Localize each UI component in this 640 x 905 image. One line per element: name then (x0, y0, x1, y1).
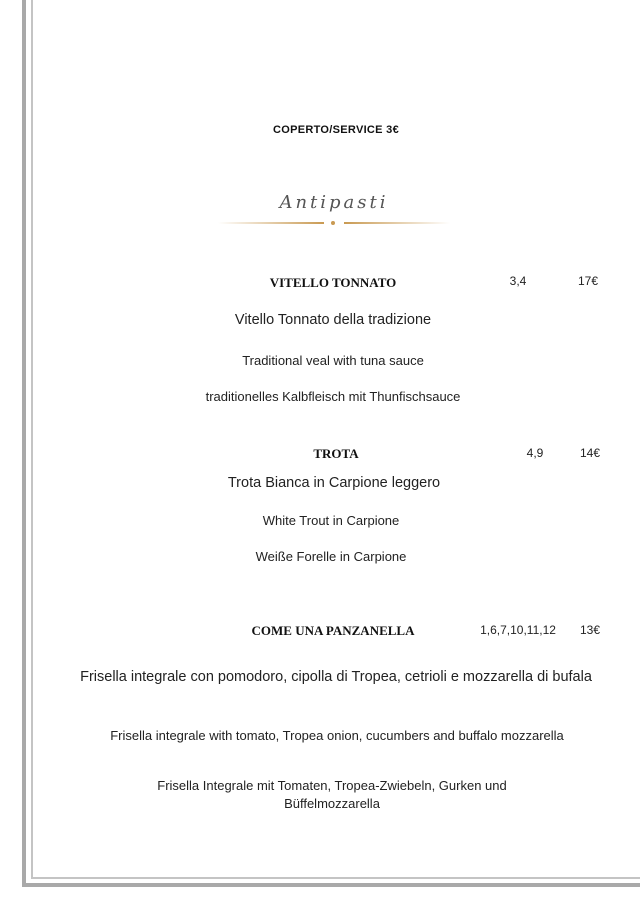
dish-allergens: 4,9 (526, 446, 544, 460)
dish-description-german: Weiße Forelle in Carpione (255, 549, 407, 564)
dish-allergens: 3,4 (509, 274, 527, 288)
section-title-antipasti: Antipasti (279, 192, 389, 213)
dish-name: COME UNA PANZANELLA (251, 623, 415, 638)
dish-description-english: White Trout in Carpione (262, 513, 400, 528)
dish-description-english: Traditional veal with tuna sauce (242, 353, 424, 368)
dish-price: 13€ (579, 623, 601, 637)
section-divider-ornament (331, 221, 335, 225)
dish-name: TROTA (313, 446, 359, 461)
dish-allergens: 1,6,7,10,11,12 (480, 623, 556, 637)
dish-description-italian: Frisella integrale con pomodoro, cipolla di Tropea, cetrioli e mozzarella di bufala (80, 669, 592, 685)
dish-description-english: Frisella integrale with tomato, Tropea onion, cucumbers and buffalo mozzarella (110, 728, 564, 743)
dish-description-italian: Trota Bianca in Carpione leggero (227, 475, 441, 491)
dish-description-german: traditionelles Kalbfleisch mit Thunfischsauce (205, 389, 461, 404)
dish-name: VITELLO TONNATO (269, 275, 397, 290)
coperto-service-charge: COPERTO/SERVICE 3€ (272, 124, 400, 136)
section-divider-left (218, 222, 324, 224)
dish-description-italian: Vitello Tonnato della tradizione (234, 312, 432, 328)
dish-price: 14€ (579, 446, 601, 460)
dish-price: 17€ (577, 274, 599, 288)
section-divider-right (344, 222, 450, 224)
dish-description-german: Frisella Integrale mit Tomaten, Tropea-Zwiebeln, Gurken und Büffelmozzarella (157, 778, 507, 811)
